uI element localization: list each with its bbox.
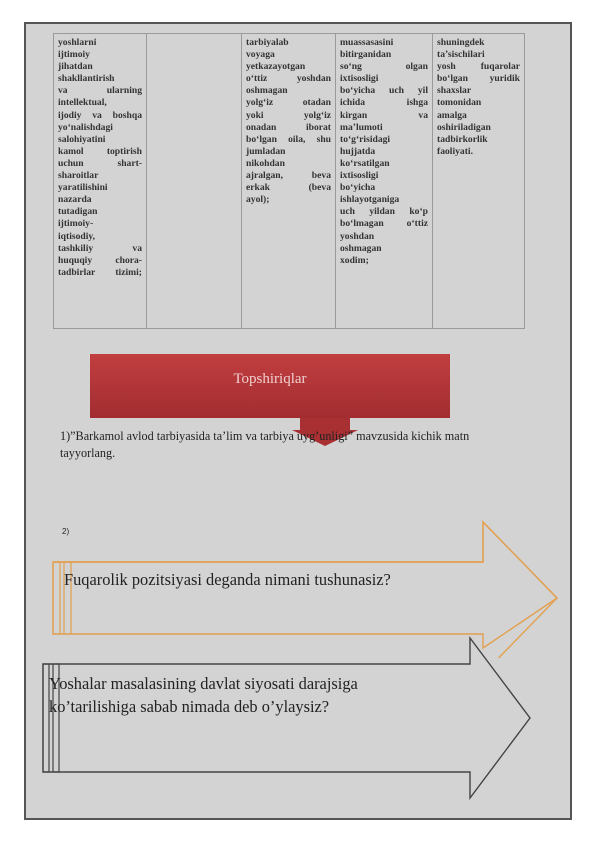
table-cell-line: sharoitlar xyxy=(58,170,99,182)
table-cell-line: tashkiliy va xyxy=(58,242,142,254)
table-cell-line: ayol); xyxy=(246,194,270,206)
table-cell-2 xyxy=(147,34,242,329)
table-cell-line: ijtimoiy- xyxy=(58,218,94,230)
table-cell-line: muassasasini xyxy=(340,37,394,48)
table-cell-line: faoliyati. xyxy=(437,145,473,157)
table-cell-line: ijodiy va boshqa xyxy=(58,109,142,121)
table-cell-line: yetkazayotgan xyxy=(246,61,306,73)
table-cell-line: voyaga xyxy=(246,49,275,61)
table-cell-4 xyxy=(336,34,433,329)
table-cell-line: oshmagan xyxy=(340,242,382,254)
question-2-line-2: ko’tarilishiga sabab nimada deb o’ylaysiz? xyxy=(49,697,330,716)
table-cell-line: ichida ishga xyxy=(340,97,428,109)
table-cell-line: oshiriladigan xyxy=(437,121,491,133)
banner-title: Topshiriqlar xyxy=(233,371,307,387)
table-cell-line: bitirganidan xyxy=(340,49,392,61)
table-cell-line: erkak (beva xyxy=(246,182,331,194)
task2-number: 2) xyxy=(62,527,70,536)
table-cell-line: o‘ttiz yoshdan xyxy=(246,73,331,85)
question-1: Fuqarolik pozitsiyasi deganda nimani tushunasiz? xyxy=(64,570,391,589)
table-cell-line: bo‘yicha xyxy=(340,182,376,194)
table-cell-1 xyxy=(54,34,147,329)
table-cell-line: jihatdan xyxy=(58,61,93,73)
table-cell-line: ixtisosligi xyxy=(340,170,379,182)
table-cell-line: ixtisosligi xyxy=(340,73,379,85)
table-cell-line: tadbirkorlik xyxy=(437,133,488,145)
table-cell-line: xodim; xyxy=(340,254,369,266)
table-cell-line: yoshdan xyxy=(340,230,375,242)
table-cell-line: uch yildan ko‘p xyxy=(340,206,428,218)
table-cell-5 xyxy=(433,34,525,329)
table-cell-line: huquqiy chora- xyxy=(58,254,142,266)
table-cell-line: kamol toptirish xyxy=(58,145,142,157)
table-cell-line: va ularning xyxy=(58,85,142,97)
task1-text: 1)”Barkamol avlod tarbiyasida ta’lim va tarbiya uyg’unligi” mavzusida kichik matn tayyorlang. xyxy=(60,429,470,460)
table-cell-line: shaxslar xyxy=(437,85,472,97)
table-cell-line: shuningdek xyxy=(437,37,485,48)
table-cell-line: intellektual, xyxy=(58,97,107,109)
table-cell-line: yosh fuqarolar xyxy=(437,61,520,73)
table-cell-line: bo‘lgan oila, shu xyxy=(246,133,331,145)
table-cell-line: yoki yolg‘iz xyxy=(246,109,331,121)
table-cell-line: amalga xyxy=(437,109,467,121)
question-2-line-1: Yoshalar masalasining davlat siyosati darajsiga xyxy=(49,674,358,693)
table-cell-line: bo‘lmagan o‘ttiz xyxy=(340,218,428,230)
table-cell-line: nikohdan xyxy=(246,157,285,169)
table-cell-line: ko‘rsatilgan xyxy=(340,157,390,169)
question-2 xyxy=(49,672,409,718)
table-cell-line: ma’lumoti xyxy=(340,121,383,133)
table-cell-line: iqtisodiy, xyxy=(58,230,96,242)
table-cell-line: ajralgan, beva xyxy=(246,170,331,182)
table-cell-line: bo‘yicha uch yil xyxy=(340,85,428,97)
table-cell-line: nazarda xyxy=(58,194,92,206)
table-cell-line: yoshlarni xyxy=(58,37,97,48)
table-cell-line: yo‘nalishdagi xyxy=(58,121,113,133)
table-cell-line: onadan iborat xyxy=(246,121,331,133)
table-cell-line: jumladan xyxy=(246,145,286,157)
table-cell-line: tadbirlar tizimi; xyxy=(58,266,142,278)
table-cell-line: tutadigan xyxy=(58,206,98,218)
table-cell-line: bo‘lgan yuridik xyxy=(437,73,520,85)
table-cell-line: to‘g‘risidagi xyxy=(340,133,391,145)
table-cell-line: yaratilishini xyxy=(58,182,108,194)
table-cell-line: tomonidan xyxy=(437,97,482,109)
table-cell-line: kirgan va xyxy=(340,109,428,121)
table-cell-line: ijtimoiy xyxy=(58,49,90,61)
info-table xyxy=(53,33,525,329)
table-cell-line: ishlayotganiga xyxy=(340,194,400,206)
table-cell-line: hujjatda xyxy=(340,145,376,157)
table-cell-line: uchun shart- xyxy=(58,157,142,169)
table-cell-line: ta’sischilari xyxy=(437,49,485,61)
table-cell-line: shakllantirish xyxy=(58,73,115,85)
table-cell-line: salohiyatini xyxy=(58,133,106,145)
table-cell-line: tarbiyalab xyxy=(246,37,289,48)
table-cell-line: so‘ng olgan xyxy=(340,61,428,73)
table-cell-line: oshmagan xyxy=(246,85,288,97)
table-cell-3 xyxy=(242,34,336,329)
table-cell-line: yolg‘iz otadan xyxy=(246,97,331,109)
